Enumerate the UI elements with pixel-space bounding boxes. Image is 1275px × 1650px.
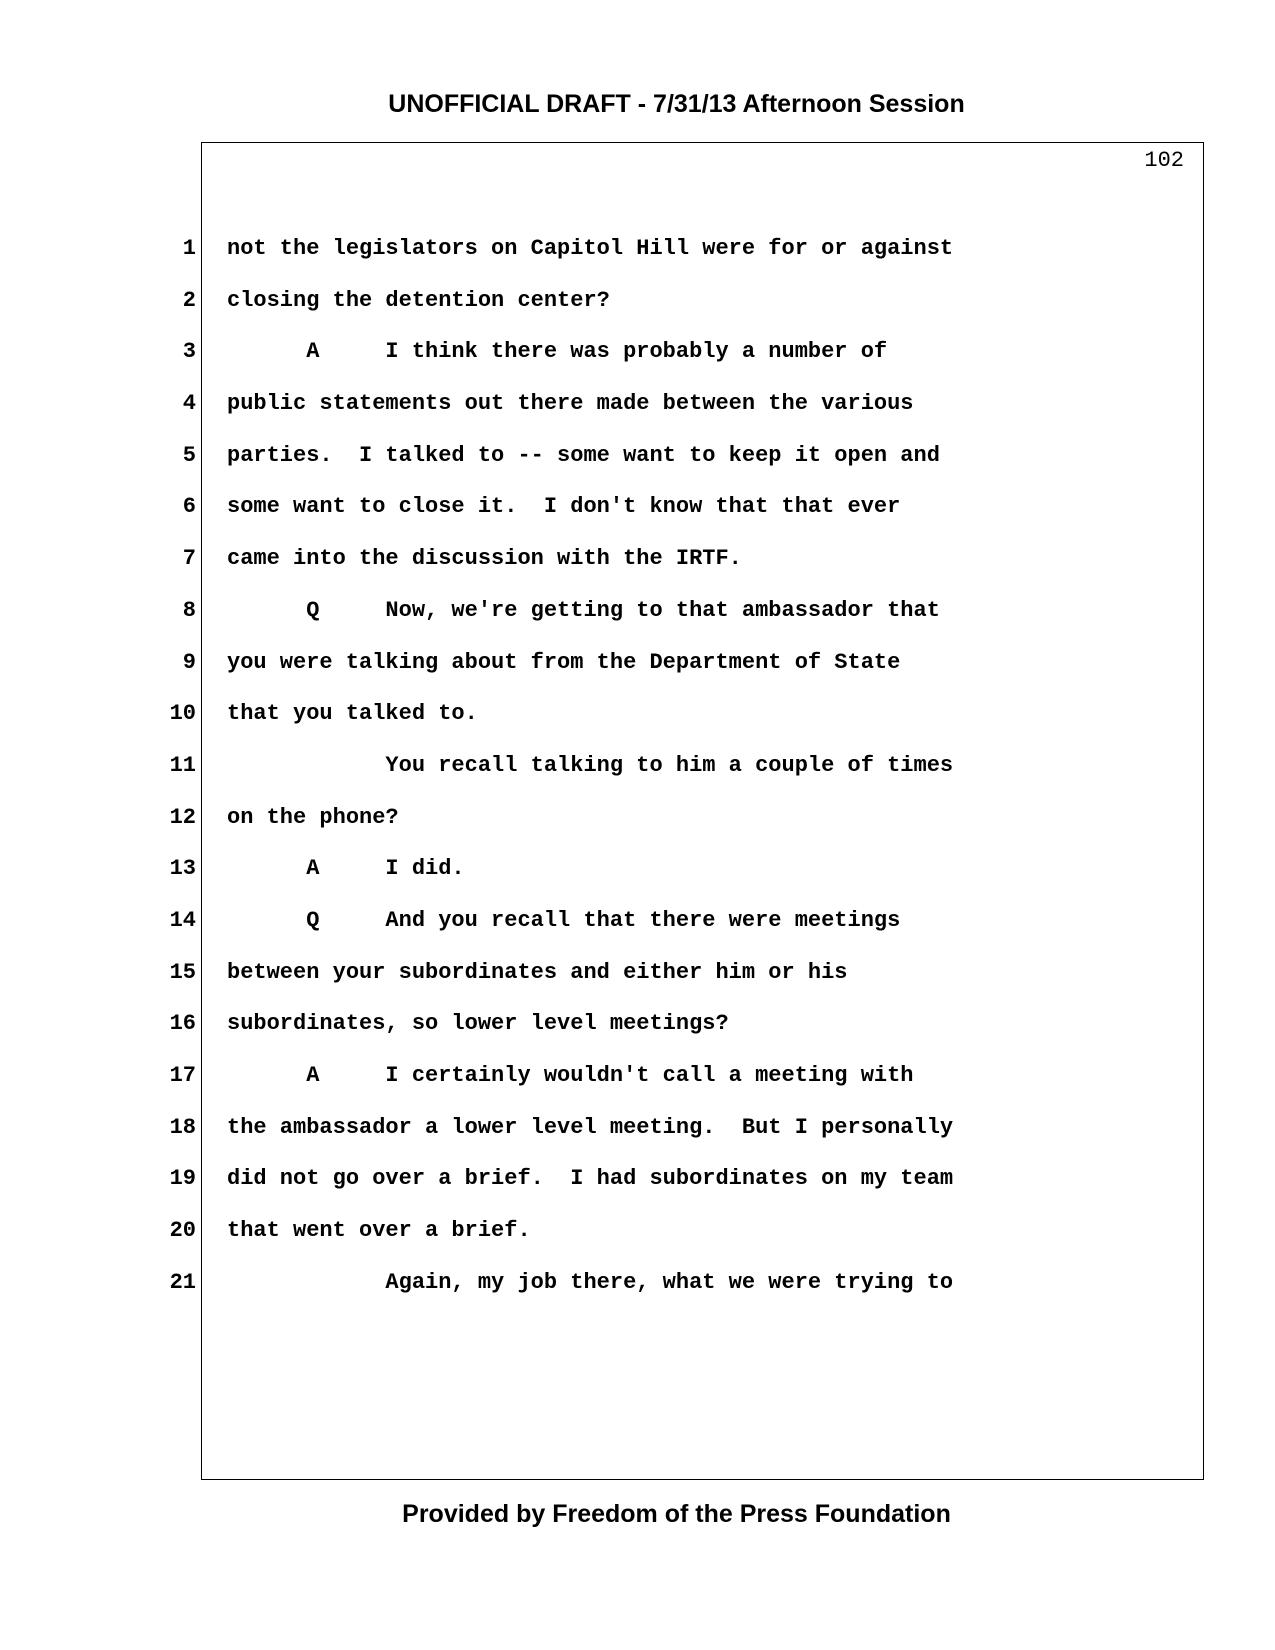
line-text: came into the discussion with the IRTF.	[227, 546, 742, 572]
transcript-line	[0, 288, 1275, 340]
line-number: 20	[169, 1218, 196, 1244]
transcript-line	[0, 1166, 1275, 1218]
line-text: the ambassador a lower level meeting. But I personally	[227, 1114, 954, 1140]
line-number: 19	[169, 1166, 196, 1192]
line-number: 16	[169, 1011, 196, 1037]
line-text: parties. I talked to -- some want to keep it open and	[227, 442, 940, 468]
transcript-line	[0, 908, 1275, 960]
line-number: 2	[182, 287, 196, 313]
transcript-line	[0, 494, 1275, 546]
line-number: 9	[182, 649, 196, 675]
line-text: A I certainly wouldn't call a meeting with	[227, 1063, 914, 1088]
transcript-line	[0, 391, 1275, 443]
transcript-line	[0, 960, 1275, 1012]
line-number: 17	[169, 1063, 196, 1088]
line-number: 8	[182, 597, 196, 623]
transcript-line	[0, 805, 1275, 857]
transcript-line	[0, 1270, 1275, 1322]
line-text: Q Now, we're getting to that ambassador that	[227, 597, 940, 623]
transcript-line	[0, 1063, 1275, 1115]
transcript-line	[0, 443, 1275, 495]
transcript-line	[0, 1115, 1275, 1167]
transcript-line	[0, 701, 1275, 753]
line-number: 11	[169, 752, 196, 778]
line-number: 14	[169, 907, 196, 933]
line-text: subordinates, so lower level meetings?	[227, 1011, 729, 1037]
line-text: Q And you recall that there were meetings	[227, 907, 901, 933]
transcript-lines	[0, 236, 1275, 1321]
document-header: UNOFFICIAL DRAFT - 7/31/13 Afternoon Session	[388, 90, 965, 118]
transcript-line	[0, 1011, 1275, 1063]
line-number: 6	[182, 494, 196, 520]
line-number: 13	[169, 856, 196, 882]
transcript-line	[0, 598, 1275, 650]
document-footer: Provided by Freedom of the Press Foundation	[402, 1500, 951, 1528]
line-number: 1	[182, 236, 196, 261]
line-text: some want to close it. I don't know that that ever	[227, 494, 901, 520]
line-text: A I think there was probably a number of	[227, 339, 888, 365]
line-text: Again, my job there, what we were trying to	[227, 1269, 954, 1295]
line-text: on the phone?	[227, 804, 399, 830]
line-number: 4	[182, 391, 196, 417]
line-number: 18	[169, 1114, 196, 1140]
line-text: did not go over a brief. I had subordinates on my team	[227, 1166, 954, 1192]
line-number: 7	[182, 546, 196, 572]
page-number: 102	[1144, 148, 1184, 173]
line-number: 10	[169, 701, 196, 727]
line-number: 12	[169, 804, 196, 830]
line-text: between your subordinates and either him or his	[227, 959, 848, 985]
transcript-line	[0, 856, 1275, 908]
line-text: A I did.	[227, 856, 465, 882]
line-text: you were talking about from the Department of State	[227, 649, 901, 675]
line-number: 15	[169, 959, 196, 985]
line-text: that went over a brief.	[227, 1218, 531, 1244]
line-text: public statements out there made between the various	[227, 391, 914, 417]
transcript-line	[0, 650, 1275, 702]
transcript-line	[0, 236, 1275, 288]
line-text: closing the detention center?	[227, 287, 610, 313]
line-text: not the legislators on Capitol Hill were for or against	[227, 236, 954, 261]
transcript-line	[0, 1218, 1275, 1270]
line-number: 21	[169, 1269, 196, 1295]
line-number: 3	[182, 339, 196, 365]
transcript-line	[0, 546, 1275, 598]
line-text: You recall talking to him a couple of times	[227, 752, 954, 778]
line-text: that you talked to.	[227, 701, 478, 727]
transcript-line	[0, 753, 1275, 805]
line-number: 5	[182, 442, 196, 468]
transcript-line	[0, 339, 1275, 391]
